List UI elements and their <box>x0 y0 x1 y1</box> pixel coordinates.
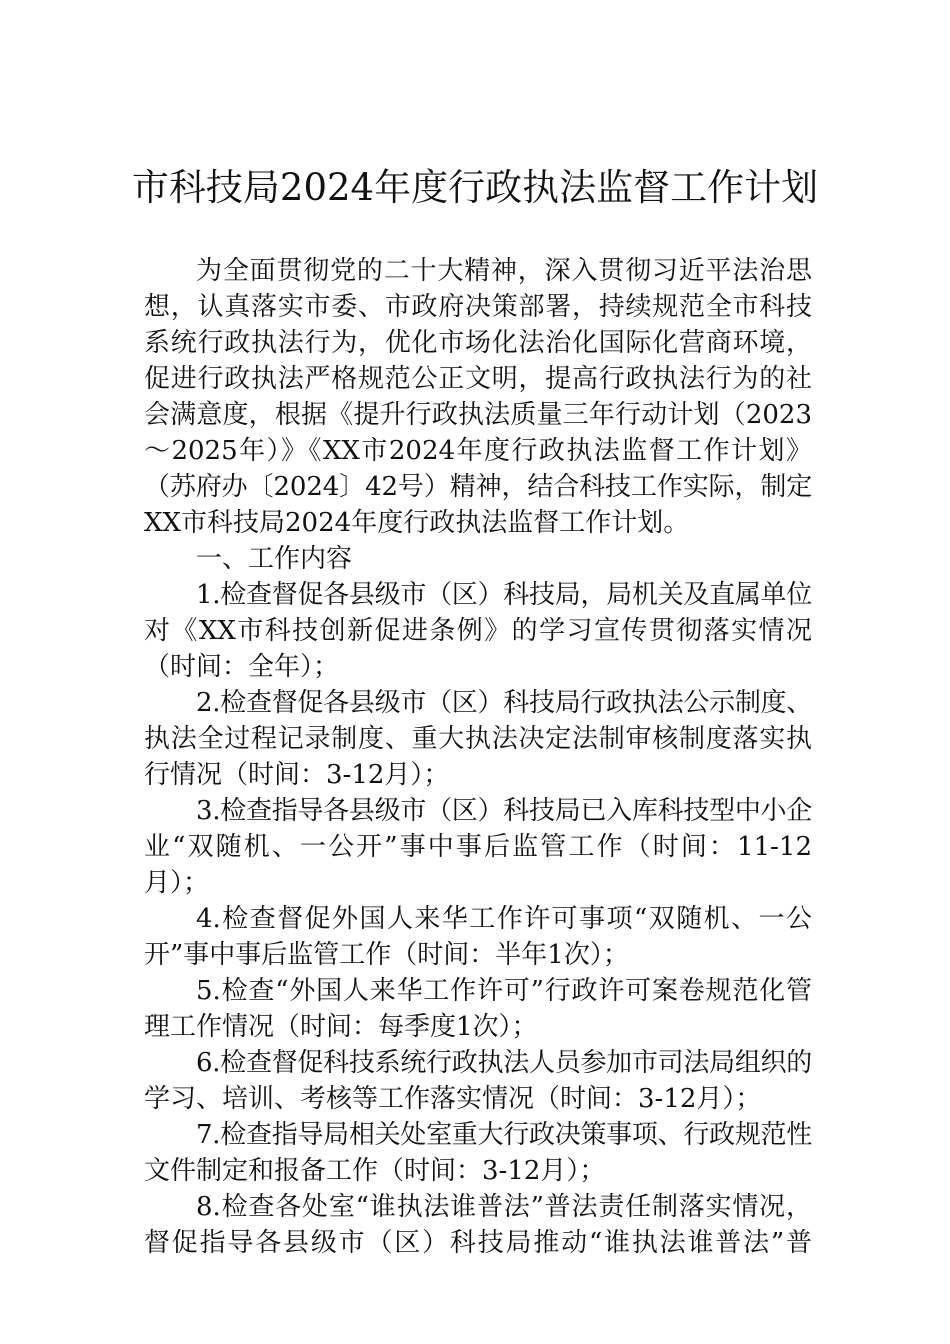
body-line: 8.检查各处室“谁执法谁普法”普法责任制落实情况， <box>196 1192 812 1222</box>
body-line: 6.检查督促科技系统行政执法人员参加市司法局组织的 <box>196 1048 812 1078</box>
body-line: 学习、培训、考核等工作落实情况（时间：3-12月）； <box>144 1084 762 1114</box>
document-title: 市科技局2024年度行政执法监督工作计划 <box>131 166 819 209</box>
body-line: 一、工作内容 <box>196 544 353 574</box>
body-line: 1.检查督促各县级市（区）科技局，局机关及直属单位 <box>196 580 812 610</box>
body-line: 促进行政执法严格规范公正文明，提高行政执法行为的社 <box>144 364 812 394</box>
body-line: 会满意度，根据《提升行政执法质量三年行动计划（2023 <box>144 400 812 430</box>
body-line: （时间：全年）； <box>144 652 340 682</box>
body-line: 业“双随机、一公开”事中事后监管工作（时间：11-12 <box>144 832 812 862</box>
body-line: 系统行政执法行为，优化市场化法治化国际化营商环境， <box>144 328 812 358</box>
body-line: 开”事中事后监管工作（时间：半年1次）； <box>144 940 629 970</box>
body-line: 为全面贯彻党的二十大精神，深入贯彻习近平法治思 <box>196 256 812 286</box>
body-line: XX市科技局2024年度行政执法监督工作计划。 <box>144 508 690 538</box>
body-line: 文件制定和报备工作（时间：3-12月）； <box>144 1156 606 1186</box>
body-line: 月）； <box>144 868 210 898</box>
body-line: 5.检查“外国人来华工作许可”行政许可案卷规范化管 <box>196 976 812 1006</box>
body-line: ～2025年）》《XX市2024年度行政执法监督工作计划》 <box>144 436 812 466</box>
document-body <box>144 253 812 1261</box>
body-line: 7.检查指导局相关处室重大行政决策事项、行政规范性 <box>196 1120 812 1150</box>
body-line: 想，认真落实市委、市政府决策部署，持续规范全市科技 <box>144 292 812 322</box>
body-line: 2.检查督促各县级市（区）科技局行政执法公示制度、 <box>196 688 812 718</box>
body-line: 理工作情况（时间：每季度1次）； <box>144 1012 538 1042</box>
body-line: 执法全过程记录制度、重大执法决定法制审核制度落实执 <box>144 724 812 754</box>
body-line: 3.检查指导各县级市（区）科技局已入库科技型中小企 <box>196 796 812 826</box>
body-line: 对《XX市科技创新促进条例》的学习宣传贯彻落实情况 <box>144 616 812 646</box>
body-line: 行情况（时间：3-12月）； <box>144 760 450 790</box>
body-line: （苏府办〔2024〕42号）精神，结合科技工作实际，制定 <box>144 472 813 502</box>
body-line: 督促指导各县级市（区）科技局推动“谁执法谁普法”普 <box>144 1228 812 1258</box>
body-line: 4.检查督促外国人来华工作许可事项“双随机、一公 <box>196 904 812 934</box>
